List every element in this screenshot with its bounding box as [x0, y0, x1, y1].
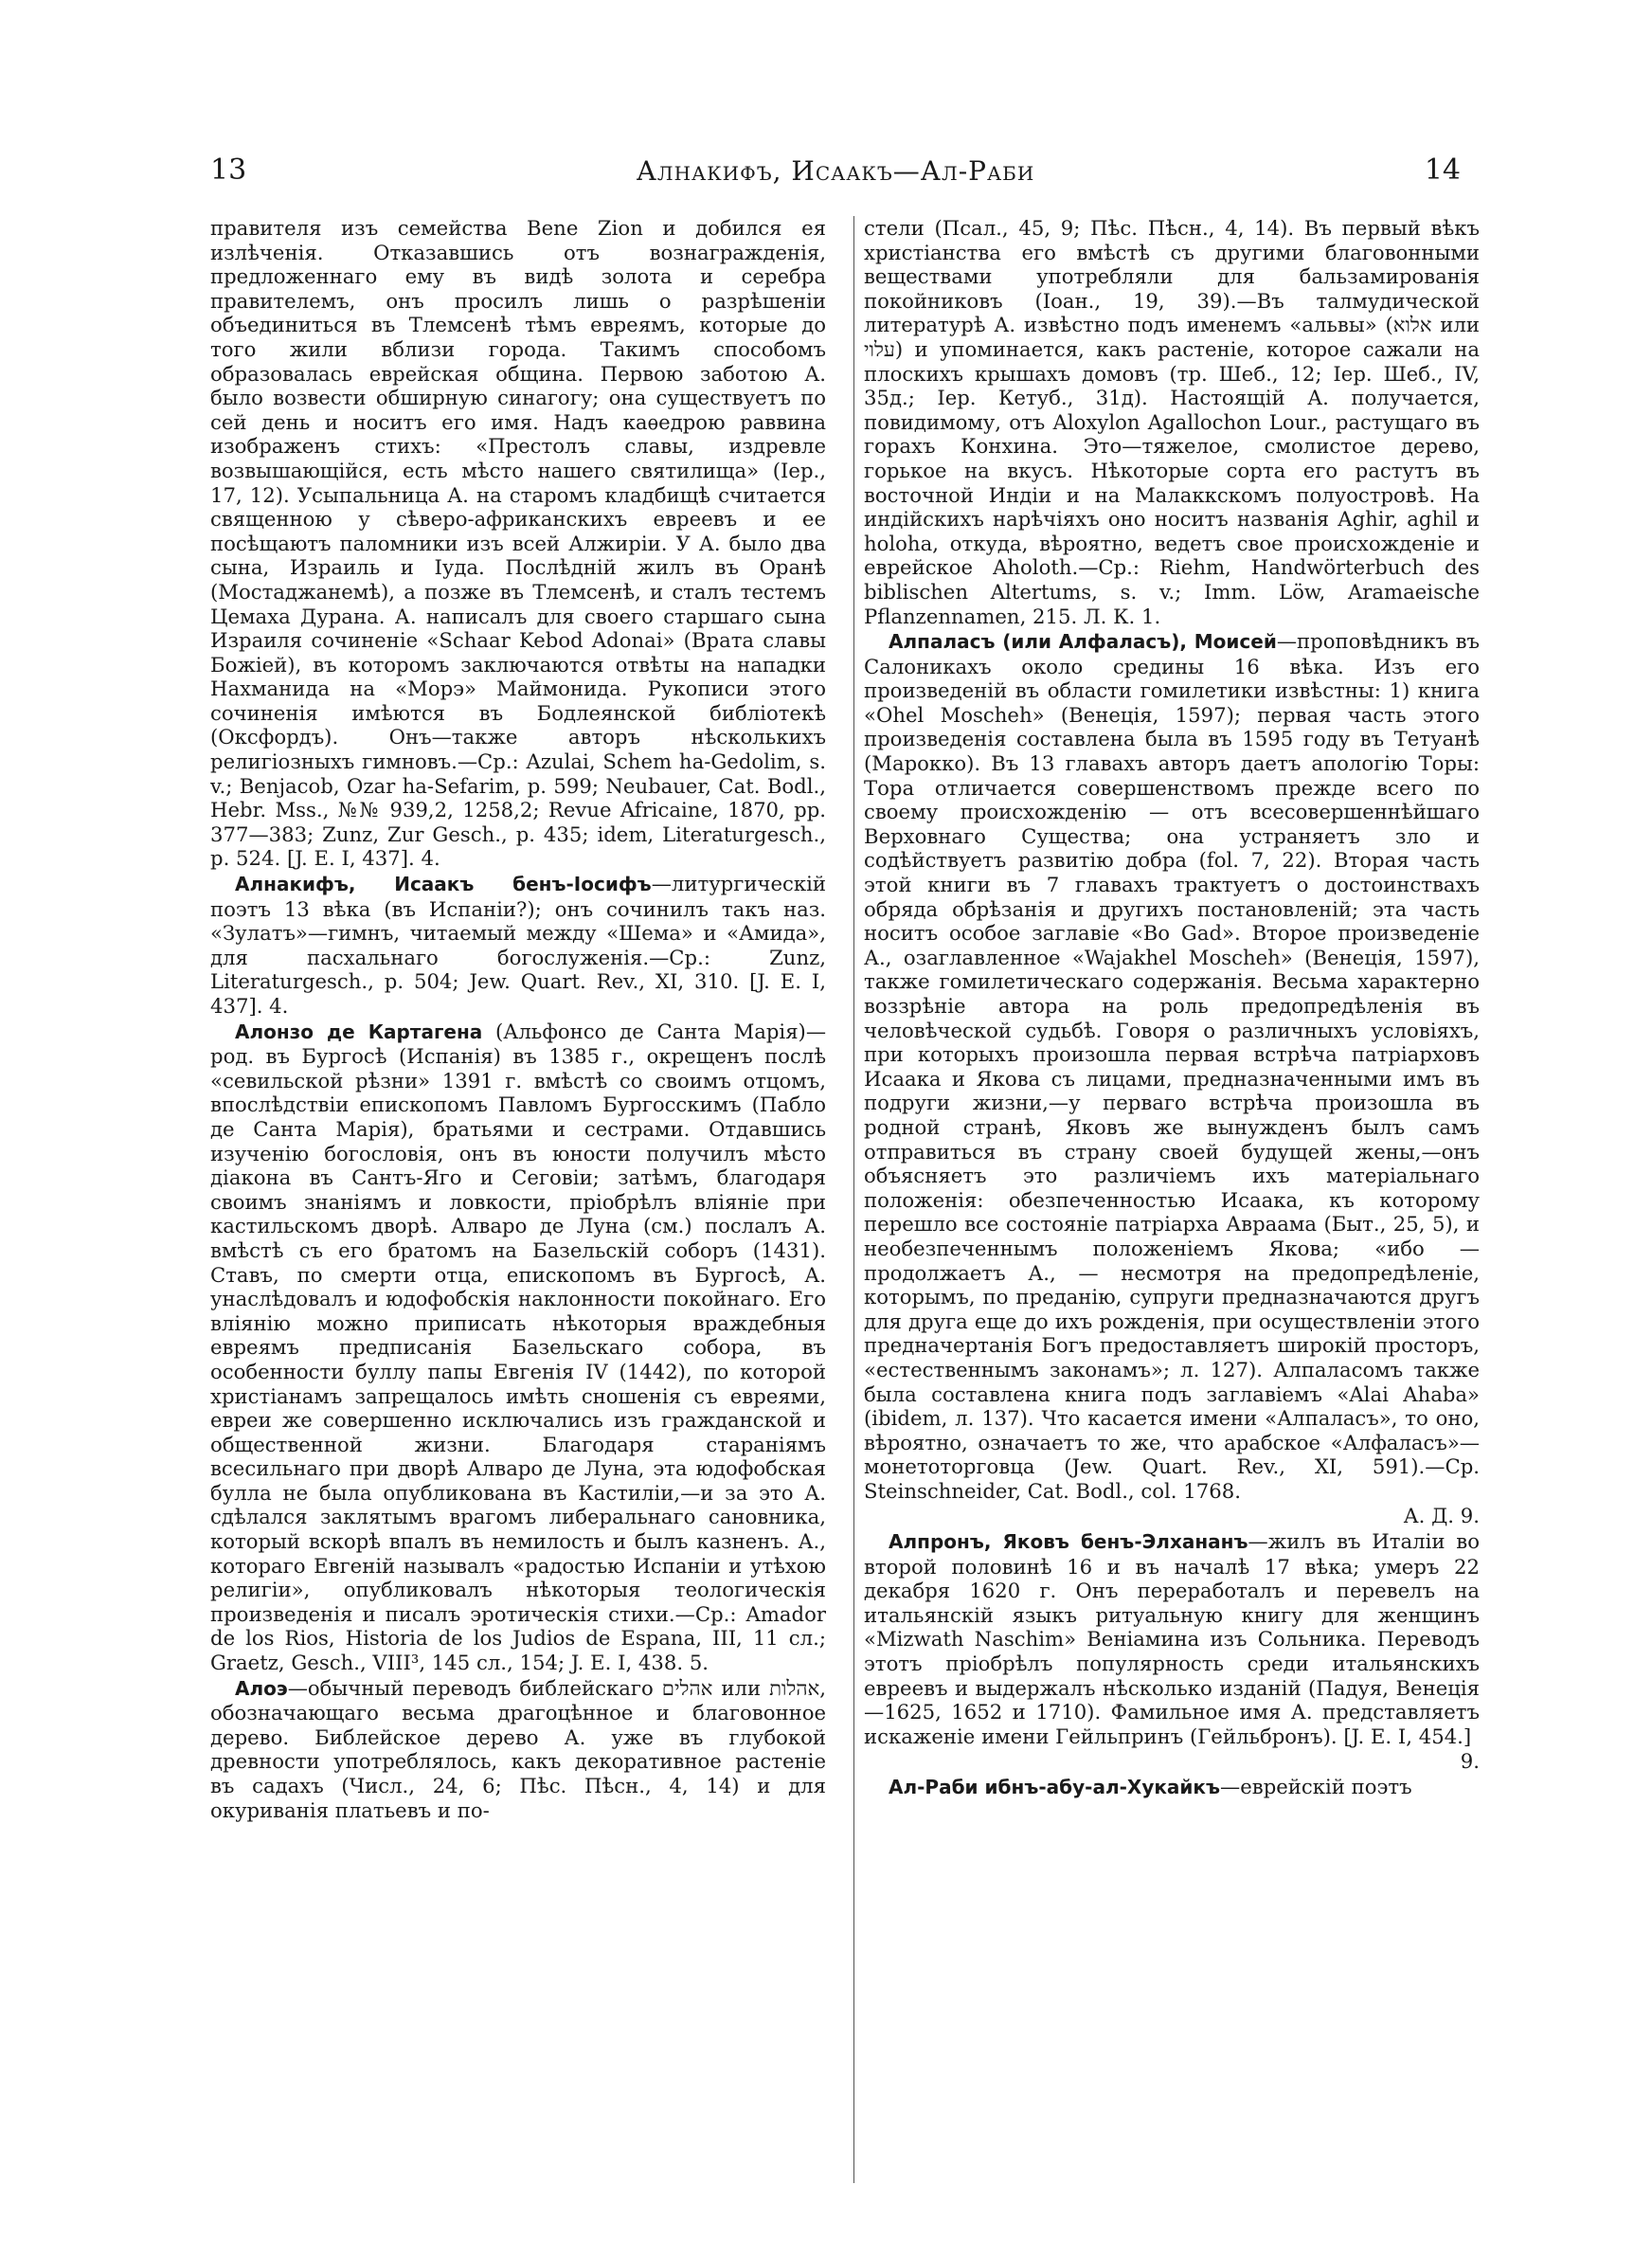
entry-headword: Ал-Раби ибнъ-абу-ал-Хукайкъ — [889, 1776, 1221, 1798]
left-column — [210, 216, 826, 2206]
entry-text: —еврейскій поэтъ — [1220, 1775, 1412, 1798]
entry-text: (Альфонсо де Санта Марія)—род. въ Бургосѣ (Испанія) въ 1385 г., окрещенъ послѣ «севильской рѣзни» 1391 г. вмѣстѣ со своимъ отцомъ, впослѣдствіи епископомъ Павломъ Бургосскимъ (Пабло де Санта Марія), братьями и сестрами. Отдавшись изученію богословія, онъ въ юности получилъ мѣсто діакона въ Сантъ-Яго и Сеговіи; затѣмъ, благодаря своимъ знаніямъ и ловкости, пріобрѣлъ вліяніе при кастильскомъ дворѣ. Алваро де Луна (см.) послалъ А. вмѣстѣ съ его братомъ на Базельскій соборъ (1431). Ставъ, по смерти отца, епископомъ въ Бургосѣ, А. унаслѣдовалъ и юдофобскія наклонности покойнаго. Его вліянію можно приписать нѣкоторыя враждебныя евреямъ предписанія Базельскаго собора, въ особенности буллу папы Евгенія IV (1442), по которой христіанамъ запрещалось имѣть сношенія съ евреями, евреи же совершенно исключались изъ гражданской и общественной жизни. Благодаря стараніямъ всесильнаго при дворѣ Алваро де Луна, эта юдофобская булла не была опубликована въ Кастиліи,—и за это А. сдѣлался заклятымъ врагомъ либеральнаго сановника, который вскорѣ впалъ въ немилость и былъ казненъ. А., котораго Евгеній называлъ «радостью Испаніи и утѣхою религіи», опубликовалъ нѣкоторыя теологическія произведенія и писалъ эротическія стихи.—Ср.: Amador de los Rios, Historia de los Judios de Espana, III, 11 сл.; Graetz, Gesch., VIII³, 145 сл., 154; J. E. I, 438. 5. — [210, 1019, 826, 1675]
author-signature: 9. — [1460, 1749, 1480, 1774]
entry-alonzo-de-cartagena — [210, 1020, 826, 1675]
entry-text: —литургическій поэтъ 13 вѣка (въ Испаніи?); онъ сочинилъ такъ наз. «Зулатъ»—гимнъ, читаемый между «Шема» и «Амида», для пасхальнаго богослуженія.—Ср.: Zunz, Literaturgesch., p. 504; Jew. Quart. Rev., XI, 310. [J. E. I, 437]. 4. — [210, 872, 826, 1018]
entry-al-rabi — [864, 1775, 1480, 1800]
entry-text: —жилъ въ Италіи во второй половинѣ 16 и въ началѣ 17 вѣка; умеръ 22 декабря 1620 г. Онъ переработалъ и перевелъ на итальянскій языкъ ритуальную книгу для женщинъ «Mizwath Naschim» Веніамина изъ Сольника. Переводъ этотъ пріобрѣлъ популярность среди итальянскихъ евреевъ и выдержалъ нѣсколько изданій (Падуя, Венеція—1625, 1652 и 1710). Фамильное имя А. представляетъ искаженіе имени Гейльпринъ (Гейльбронъ). [J. E. I, 454.] — [864, 1529, 1480, 1748]
page-header — [210, 153, 1461, 191]
right-column — [864, 216, 1480, 2206]
left-page-number: 13 — [210, 153, 247, 187]
entry-headword: Алнакифъ, Исаакъ бенъ-Іосифъ — [235, 873, 652, 896]
entry-headword: Алпаласъ (или Алфаласъ), Моисей — [889, 630, 1277, 654]
entry-alnakif-isaak — [210, 872, 826, 1019]
column-divider — [853, 216, 854, 2183]
entry-text: —проповѣдникъ въ Салоникахъ около средины 16 вѣка. Изъ его произведеній въ области гомилетики извѣстны: 1) книга «Ohel Moscheh» (Венеція, 1597); первая часть этого произведенія составлена была въ 1595 году въ Тетуанѣ (Марокко). Въ 13 главахъ авторъ даетъ апологію Торы: Тора отличается совершенствомъ прежде всего по своему происхожденію — отъ всесовершеннѣйшаго Верховнаго Существа; она устраняетъ зло и содѣйствуетъ развитію добра (fol. 7, 22). Вторая часть этой книги въ 7 главахъ трактуетъ о достоинствахъ обряда обрѣзанія и другихъ постановленій; эта часть носитъ особое заглавіе «Bo Gad». Второе произведеніе А., озаглавленное «Wajakhel Moscheh» (Венеція, 1597), также гомилетическаго содержанія. Весьма характерно воззрѣніе автора на роль предопредѣленія въ человѣческой судьбѣ. Говоря о различныхъ условіяхъ, при которыхъ произошла первая встрѣча патріарховъ Исаака и Якова съ лицами, предназначенными имъ въ подруги жизни,—у перваго встрѣча произошла въ родной странѣ, Яковъ же вынужденъ былъ самъ отправиться въ страну своей будущей жены,—онъ объясняетъ это различіемъ ихъ матеріальнаго положенія: обезпеченностью Исаака, къ которому перешло все состояніе патріарха Авраама (Быт., 25, 5), и необезпеченнымъ положеніемъ Якова; «ибо — продолжаетъ А., — несмотря на предопредѣленіе, которымъ, по преданію, супруги предназначаются другъ для друга еще до ихъ рожденія, при осуществленіи этого предначертанія Богъ предоставляетъ широкій просторъ, «естественнымъ законамъ»; л. 127). Алпаласомъ также была составлена книга подъ заглавіемъ «Alai Ahaba» (ibidem, л. 137). Что касается имени «Алпаласъ», то оно, вѣроятно, означаетъ то же, что арабское «Алфаласъ»—монетоторговца (Jew. Quart. Rev., XI, 591).—Ср. Steinschneider, Cat. Bodl., col. 1768. — [864, 629, 1480, 1503]
entry-headword: Алоэ — [235, 1676, 288, 1700]
author-signature: А. Д. 9. — [1403, 1504, 1480, 1528]
paragraph — [864, 216, 1480, 628]
entry-aloe — [210, 1676, 826, 1823]
entry-headword: Алпронъ, Яковъ бенъ-Элхананъ — [889, 1530, 1248, 1554]
entry-alpron-yakov — [864, 1529, 1480, 1748]
entry-headword: Алонзо де Картагена — [235, 1020, 483, 1043]
entry-alpalas-moisei — [864, 629, 1480, 1503]
paragraph-text: правителя изъ семейства Bene Zion и добился ея излѣченія. Отказавшись отъ вознагражденія, предложеннаго ему въ видѣ золота и серебра правителемъ, онъ просилъ лишь о разрѣшеніи объединиться въ Тлемсенѣ тѣмъ евреямъ, которые до того жили вблизи города. Такимъ способомъ образовалась еврейская община. Первою заботою А. было возвести обширную синагогу; она существуетъ по сей день и носитъ его имя. Надъ каѳедрою раввина изображенъ стихъ: «Престолъ славы, издревле возвышающійся, есть мѣсто нашего святилища» (Іер., 17, 12). Усыпальница А. на старомъ кладбищѣ считается священною у сѣверо-африканскихъ евреевъ и ее посѣщаютъ паломники изъ всей Алжиріи. У А. было два сына, Израиль и Іуда. Послѣдній жилъ въ Оранѣ (Мостаджанемѣ), а позже въ Тлемсенѣ, и сталъ тестемъ Цемаха Дурана. А. написалъ для своего старшаго сына Израиля сочиненіе «Schaar Kebod Adonai» (Врата славы Божіей), въ которомъ заключаются отвѣты на нападки Нахманида на «Морэ» Маймонида. Рукописи этого сочиненія имѣются въ Бодлеянской библіотекѣ (Оксфордъ). Онъ—также авторъ нѣсколькихъ религіозныхъ гимновъ.—Ср.: Azulai, Schem ha-Gedolim, s. v.; Benjacob, Ozar ha-Sefarim, p. 599; Neubauer, Cat. Bodl., Hebr. Mss., №№ 939,2, 1258,2; Revue Africaine, 1870, pp. 377—383; Zunz, Zur Gesch., p. 435; idem, Literaturgesch., p. 524. [J. E. I, 437]. 4. — [210, 216, 826, 871]
running-title: Алнакифъ, Исаакъ—Ал-Раби — [636, 155, 1035, 187]
right-page-number: 14 — [1424, 153, 1461, 187]
paragraph — [210, 216, 826, 871]
paragraph-text: стели (Псал., 45, 9; Пѣс. Пѣсн., 4, 14). Въ первый вѣкъ христіанства его вмѣстѣ съ другими благовонными веществами употребляли для бальзамированія покойниковъ (Іоан., 19, 39).—Въ талмудической литературѣ А. извѣстно подъ именемъ «альвы» (אלוא или עלוי) и упоминается, какъ растеніе, которое сажали на плоскихъ крышахъ домовъ (тр. Шеб., 12; Іер. Шеб., IV, 35д.; Іер. Кетуб., 31д). Настоящій А. получается, повидимому, отъ Aloxylon Agallochon Lour., растущаго въ горахъ Конхина. Это—тяжелое, смолистое дерево, горькое на вкусъ. Нѣкоторые сорта его растутъ въ восточной Индіи и на Малаккскомъ полуостровѣ. На индійскихъ нарѣчіяхъ оно носитъ названія Aghir, aghil и holoha, откуда, вѣроятно, ведетъ свое происхожденіе и еврейское Aholoth.—Ср.: Riehm, Handwörterbuch des biblischen Altertums, s. v.; Imm. Löw, Aramaeische Pflanzennamen, 215. Л. К. 1. — [864, 216, 1480, 628]
entry-text: —обычный переводъ библейскаго אהלים или אהלות, обозначающаго весьма драгоцѣнное и благовонное дерево. Библейское дерево А. уже въ глубокой древности употреблялось, какъ декоративное растеніе въ садахъ (Числ., 24, 6; Пѣс. Пѣсн., 4, 14) и для окуриванія платьевъ и по- — [210, 1675, 826, 1822]
